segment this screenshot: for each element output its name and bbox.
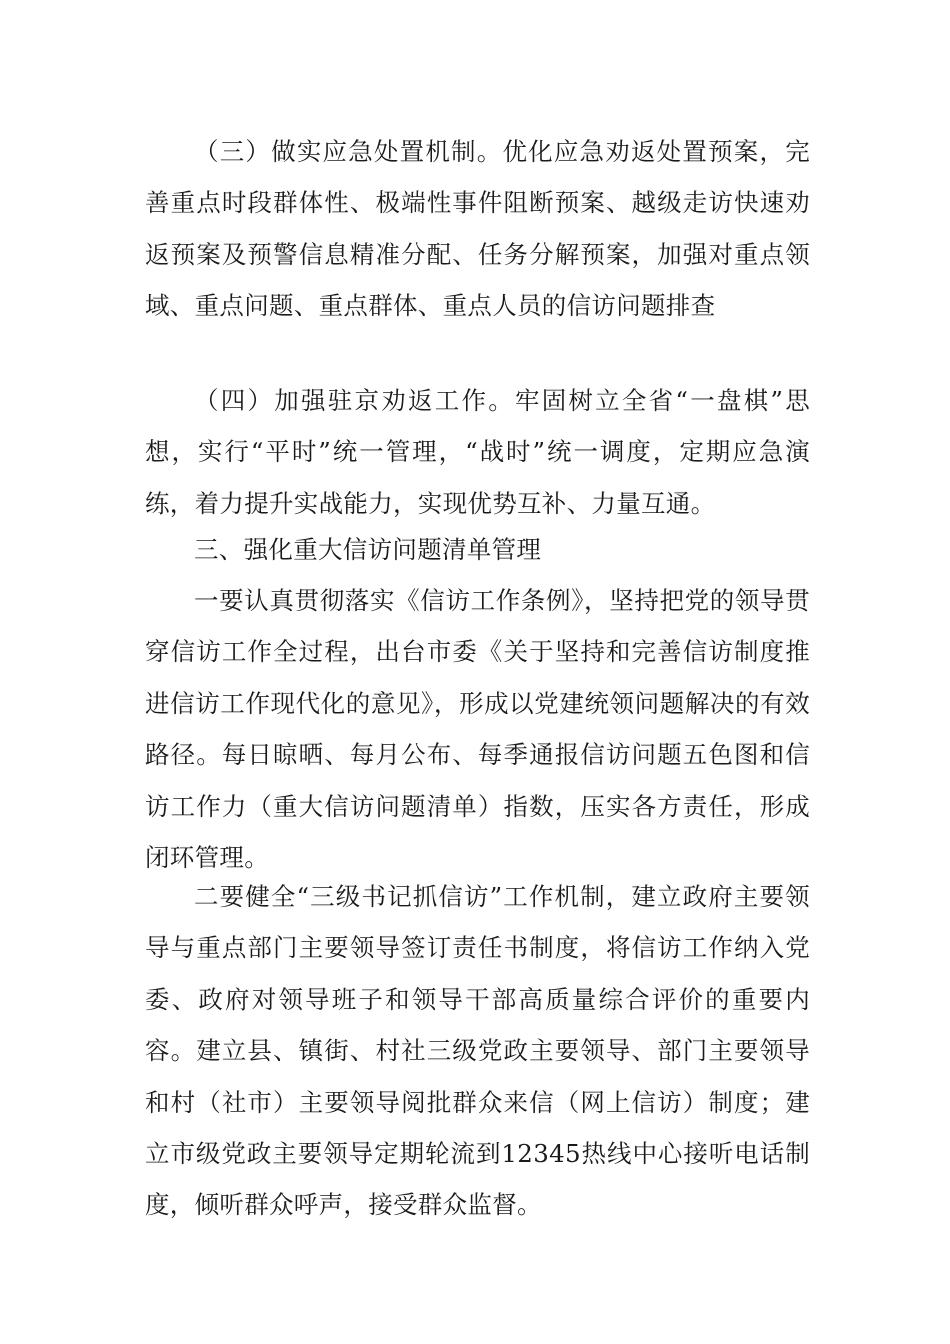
paragraph-second-requirement: 二要健全“三级书记抓信访”工作机制，建立政府主要领导与重点部门主要领导签订责任书制度，将信访工作纳入党委、政府对领导班子和领导干部高质量综合评价的重要内容。建立县、镇街、村社三级党政主要领导、部门主要领导和村（社市）主要领导阅批群众来信（网上信访）制度；建立市级党政主要领导定期轮流到12345热线中心接听电话制度，倾听群众呼声，接受群众监督。	[145, 882, 810, 1220]
paragraph-first-requirement: 一要认真贯彻落实《信访工作条例》，坚持把党的领导贯穿信访工作全过程，出台市委《关于坚持和完善信访制度推进信访工作现代化的意见》，形成以党建统领问题解决的有效路径。每日晾晒、每月公布、每季通报信访问题五色图和信访工作力（重大信访问题清单）指数，压实各方责任，形成闭环管理。	[145, 586, 810, 873]
paragraph-emergency-mechanism: （三）做实应急处置机制。优化应急劝返处置预案，完善重点时段群体性、极端性事件阻断预案、越级走访快速劝返预案及预警信息精准分配、任务分解预案，加强对重点领域、重点问题、重点群体、重点人员的信访问题排查	[145, 137, 810, 321]
section-heading-three: 三、强化重大信访问题清单管理	[194, 535, 542, 564]
paragraph-beijing-persuasion: （四）加强驻京劝返工作。牢固树立全省“一盘棋”思想，实行“平时”统一管理，“战时”统一调度，定期应急演练，着力提升实战能力，实现优势互补、力量互通。	[145, 386, 810, 518]
